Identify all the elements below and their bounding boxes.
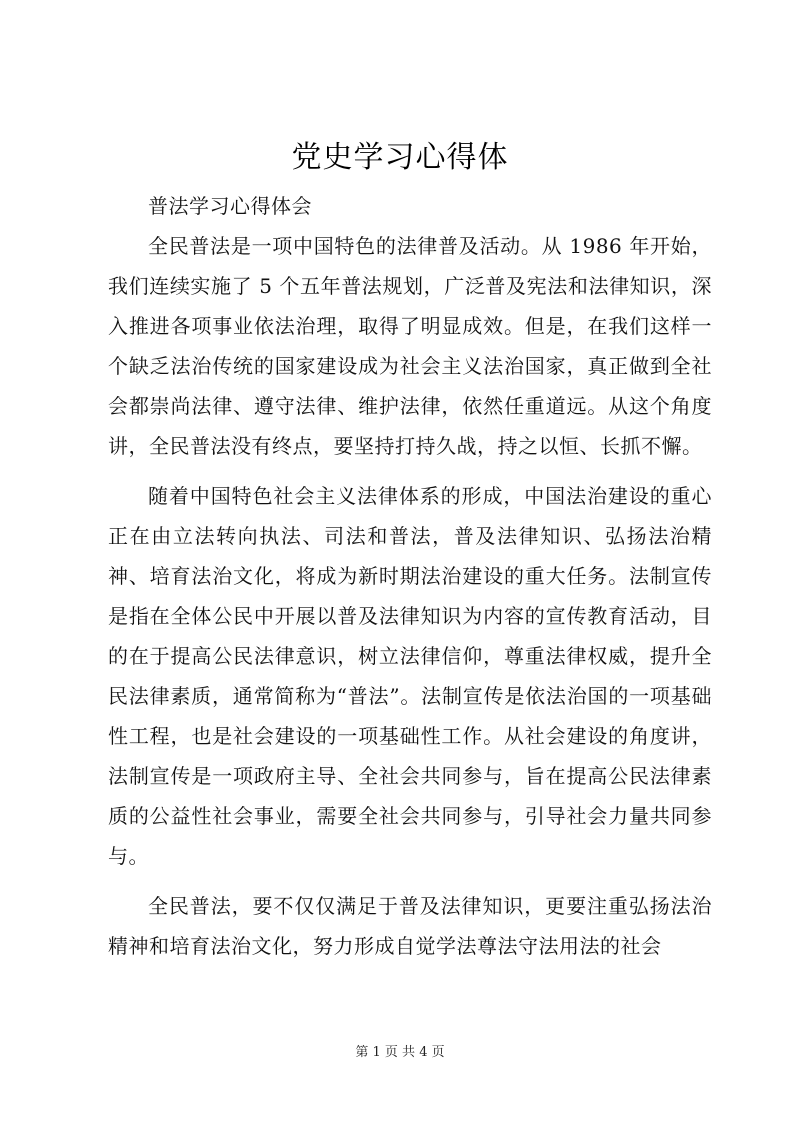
page-number-footer: 第 1 页 共 4 页	[355, 1045, 445, 1060]
body-paragraph: 随着中国特色社会主义法律体系的形成，中国法治建设的重心正在由立法转向执法、司法和普法，普及法律知识、弘扬法治精神、培育法治文化，将成为新时期法治建设的重大任务。法制宣传是指在全体公民中开展以普及法律知识为内容的宣传教育活动，目的在于提高公民法律意识，树立法律信仰，尊重法律权威，提升全民法律素质，通常简称为“普法”。法制宣传是依法治国的一项基础性工程，也是社会建设的一项基础性工作。从社会建设的角度讲，法制宣传是一项政府主导、全社会共同参与，旨在提高公民法律素质的公益性社会事业，需要全社会共同参与，引导社会力量共同参与。	[108, 484, 712, 868]
body-paragraph: 全民普法，要不仅仅满足于普及法律知识，更要注重弘扬法治精神和培育法治文化，努力形成自觉学法尊法守法用法的社会	[108, 894, 712, 958]
body-paragraph: 全民普法是一项中国特色的法律普及活动。从 1986 年开始，我们连续实施了 5 个五年普法规划，广泛普及宪法和法律知识，深入推进各项事业依法治理，取得了明显成效。但是，在我们这样一个缺乏法治传统的国家建设成为社会主义法治国家，真正做到全社会都崇尚法律、遵守法律、维护法律，依然任重道远。从这个角度讲，全民普法没有终点，要坚持打持久战，持之以恒、长抓不懈。	[108, 234, 712, 458]
document-subtitle: 普法学习心得体会	[148, 194, 312, 218]
document-body	[108, 186, 712, 976]
document-title: 党史学习心得体	[291, 140, 509, 175]
